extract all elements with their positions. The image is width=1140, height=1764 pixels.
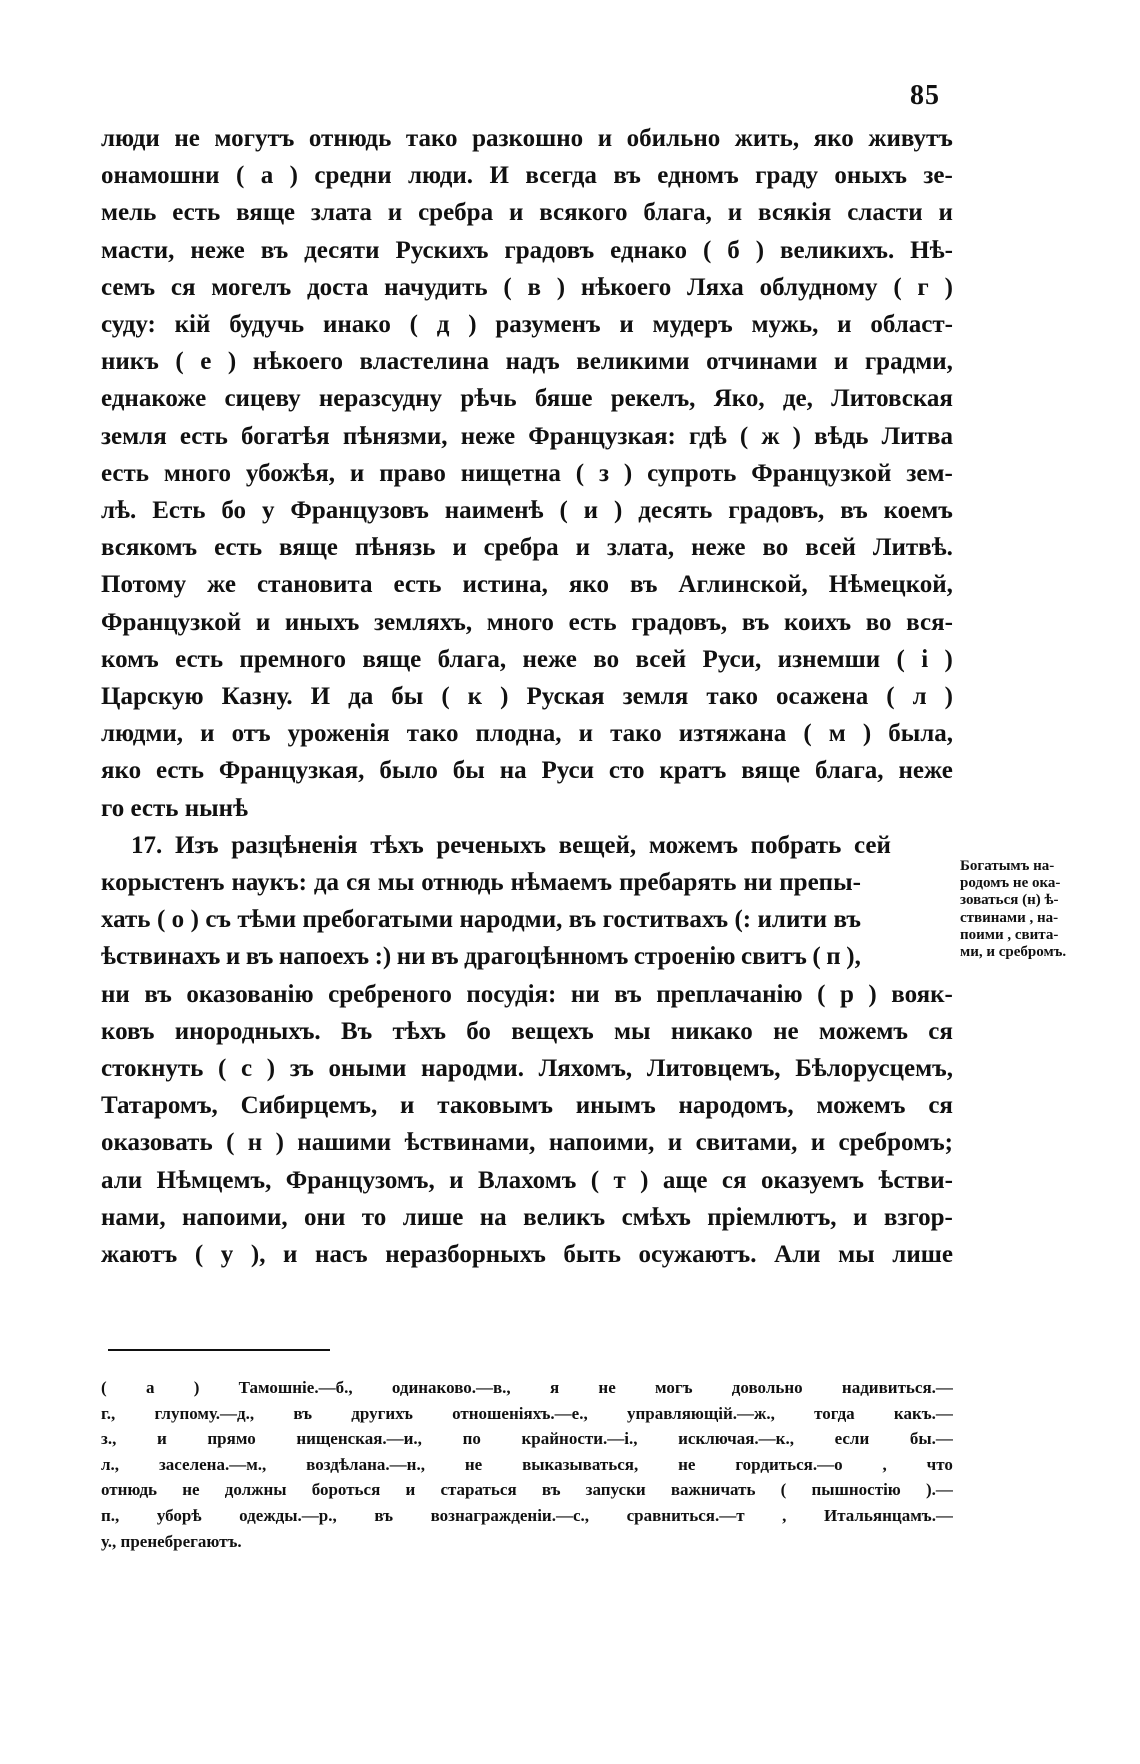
footnote-line: з., и прямо нищенская.—и., по крайности.—і., исключая.—к., если бы.— [101, 1429, 953, 1449]
text-line: яко есть Французкая, было бы на Руси сто кратъ вяще блага, неже [101, 757, 953, 785]
text-line: ковъ инородныхъ. Въ тѣхъ бо вещехъ мы никако не можемъ ся [101, 1017, 953, 1045]
text-line: комъ есть премного вяще блага, неже во всей Руси, изнемши ( і ) [101, 645, 953, 673]
main-text [101, 120, 953, 1273]
page-number: 85 [910, 80, 940, 111]
text-line: оказовать ( н ) нашими ѣствинами, напоими, и свитами, и сребромъ; [101, 1129, 953, 1157]
footnote-line: л., заселена.—м., воздѣлана.—н., не выказываться, не гордиться.—о , что [101, 1454, 953, 1474]
footnote-line: г., глупому.—д., въ другихъ отношеніяхъ.—е., управляющій.—ж., тогда какъ.— [101, 1403, 953, 1423]
footnote-line: отнюдь не должны бороться и стараться въ запуски важничать ( пышностію ).— [101, 1480, 953, 1500]
text-line: Татаромъ, Сибирцемъ, и таковымъ инымъ народомъ, можемъ ся [101, 1092, 953, 1120]
footnotes [101, 1375, 953, 1554]
margin-note-line: зоваться (н) ѣ- [960, 892, 1059, 909]
margin-note-line: родомъ не ока- [960, 875, 1061, 892]
footnote-line: ( а ) Тамошніе.—б., одинаково.—в., я не могъ довольно надивиться.— [101, 1378, 953, 1397]
text-line: жаютъ ( у ), и насъ неразборныхъ быть осужаютъ. Али мы лише [101, 1241, 953, 1269]
text-line: мель есть вяще злата и сребра и всякого блага, и всякія сласти и [101, 199, 953, 227]
text-line: го есть нынѣ [101, 794, 249, 822]
footnote-line: п., уборѣ одежды.—р., въ вознагражденіи.—с., сравниться.—т , Итальянцамъ.— [101, 1505, 953, 1525]
text-line: ѣствинахъ и въ напоехъ :) ни въ драгоцѣнномъ строенію свитъ ( п ), [101, 943, 861, 971]
margin-note-line: Богатымъ на- [960, 858, 1055, 874]
margin-note-line: поими , свита- [960, 926, 1059, 943]
text-line: ни въ оказованію сребреного посудія: ни въ преплачанію ( р ) вояк- [101, 980, 953, 1008]
margin-note [960, 858, 1110, 961]
text-line: есть много убожѣя, и право нищетна ( з ) супроть Французкой зем- [101, 459, 953, 487]
text-line: земля есть богатѣя пѣнязми, неже Французкая: гдѣ ( ж ) вѣдь Литва [101, 422, 953, 450]
text-line: людми, и отъ уроженія тако плодна, и тако изтяжана ( м ) была, [101, 720, 953, 748]
text-line: семъ ся могелъ доста начудить ( в ) нѣкоего Ляха облудному ( г ) [101, 273, 953, 301]
text-line: стокнуть ( с ) зъ оными народми. Ляхомъ, Литовцемъ, Бѣлорусцемъ, [101, 1055, 953, 1083]
text-line: лѣ. Есть бо у Французовъ наименѣ ( и ) десять градовъ, въ коемъ [101, 497, 953, 525]
text-line: суду: кій будучь инако ( д ) разуменъ и мудеръ мужь, и област- [101, 311, 953, 339]
text-line: еднакоже сицеву неразсудну рѣчь бяше рекелъ, Яко, де, Литовская [101, 385, 953, 413]
text-line: онамошни ( а ) средни люди. И всегда въ едномъ граду оныхъ зе- [101, 162, 953, 190]
text-line: масти, неже въ десяти Рускихъ градовъ еднако ( б ) великихъ. Нѣ- [101, 236, 953, 264]
margin-note-line: ми, и сребромъ. [960, 944, 1067, 961]
text-line: али Нѣмцемъ, Французомъ, и Влахомъ ( т ) аще ся оказуемъ ѣстви- [101, 1166, 953, 1194]
text-line: нами, напоими, они то лише на великъ смѣхъ пріемлютъ, и взгор- [101, 1203, 953, 1231]
text-line: Французкой и иныхъ земляхъ, много есть градовъ, въ коихъ во вся- [101, 608, 953, 636]
footnote-divider [108, 1349, 330, 1351]
footnote-line: у., пренебрегаютъ. [101, 1531, 242, 1551]
text-line: Потому же становита есть истина, яко въ Аглинской, Нѣмецкой, [101, 571, 953, 599]
text-line: корыстенъ наукъ: да ся мы отнюдь нѣмаемъ пребарять ни препы- [101, 869, 861, 897]
text-line: всякомъ есть вяще пѣнязь и сребра и злата, неже во всей Литвѣ. [101, 534, 953, 562]
margin-note-line: ствинами , на- [960, 909, 1059, 926]
text-line: люди не могутъ отнюдь тако разкошно и обильно жить, яко живутъ [101, 125, 953, 152]
text-line: никъ ( е ) нѣкоего властелина надъ великими отчинами и градми, [101, 348, 953, 376]
text-line: хать ( о ) съ тѣми пребогатыми народми, въ гоститвахъ (: илити въ [101, 906, 861, 934]
text-line: Царскую Казну. И да бы ( к ) Руская земля тако осажена ( л ) [101, 683, 953, 711]
text-line: 17. Изъ разцѣненія тѣхъ реченыхъ вещей, можемъ побрать сей [131, 831, 891, 859]
